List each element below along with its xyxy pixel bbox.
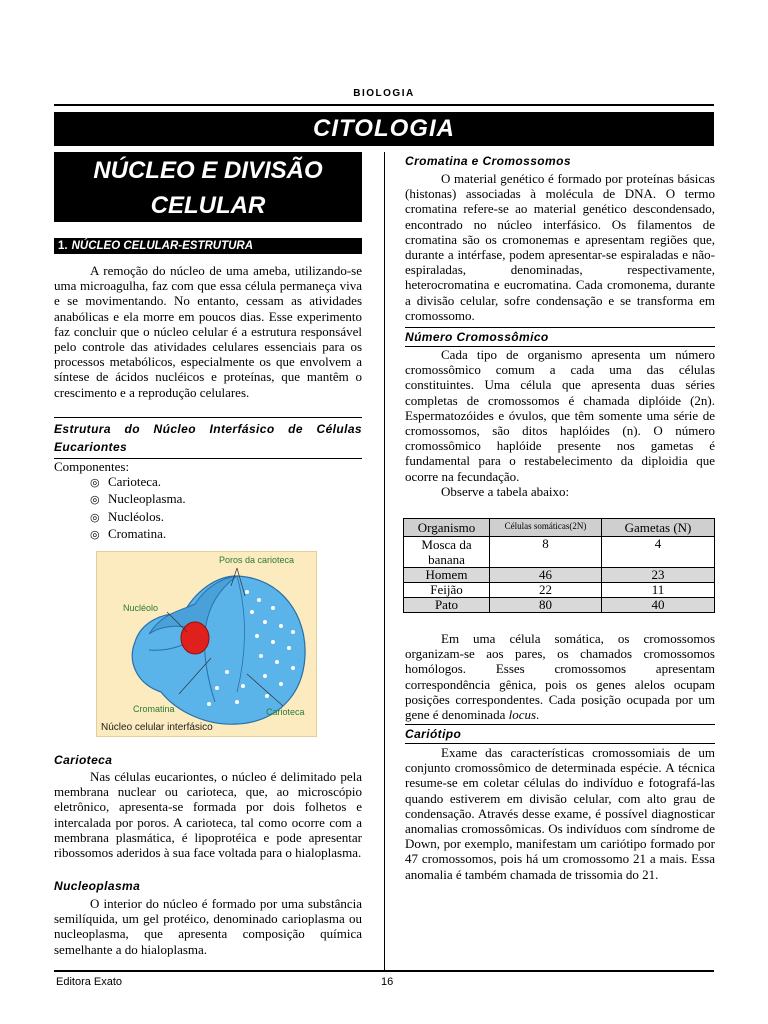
- nucleus-figure: [96, 551, 317, 737]
- chapter-banner: CITOLOGIA: [54, 112, 714, 146]
- cariotipo-heading: Cariótipo: [405, 727, 462, 741]
- table-cell: 46: [490, 568, 602, 583]
- table-cell: 40: [602, 598, 715, 613]
- intro-text: A remoção do núcleo de uma ameba, utilizando-se uma microagulha, faz com que essa célula permaneça viva e se movimentando. No entanto, cessam as atividades anabólicas e ela morre em poucos dias. Esse experimento faz concluir que o núcleo celular é a estrutura responsável pelo controle das atividades celulares essenciais para os processos metabólicos, especialmente os que envolvem a síntese de ácidos nucléicos e proteínas, que mantêm o crescimento e a reprodução celulares.: [54, 263, 362, 400]
- list-item-text: Nucléolos.: [108, 508, 164, 524]
- title-line-2: CELULAR: [150, 192, 266, 219]
- cariotipo-text: Exame das características cromossomiais de um conjunto cromossômico de determinada espécie. A técnica resume-se em coletar células do indivíduo e fotografá-las quando estiverem em divisão celular, com alto grau de condensação. Através desse exame, é possível diagnosticar anomalias cromossômicas. Os indivíduos com síndrome de Down, por exemplo, manifestam um cariótipo formado por 47 cromossomos, pois há um cromossomo 21 a mais. Essa anomalia é também chamada de trissomia do 21.: [405, 745, 715, 882]
- page-title: [54, 152, 362, 222]
- table-cell: 22: [490, 583, 602, 598]
- somatica-text-main: Em uma célula somática, os cromossomos organizam-se aos pares, os chamados cromossomos homólogos. Esses cromossomos apresentam correspondência gênica, pois os genes alelos ocupam posições correspondentes. Cada posição ocupada por um gene é denominada: [405, 631, 715, 723]
- nucleoplasma-heading: Nucleoplasma: [54, 879, 141, 893]
- components-list: [54, 459, 362, 543]
- table-cell: 80: [490, 598, 602, 613]
- rule: [405, 327, 715, 328]
- numero-paragraph: [405, 347, 715, 499]
- table-row: [404, 583, 715, 598]
- cromatina-heading: Cromatina e Cromossomos: [405, 154, 571, 168]
- table-cell: Homem: [404, 568, 490, 583]
- numero-heading: Número Cromossômico: [405, 330, 549, 344]
- carioteca-text: Nas células eucariontes, o núcleo é delimitado pela membrana nuclear ou carioteca, que, ao microscópio eletrônico, apresenta-se formada por dois folhetos e intercalada por poros. A carioteca, tal como ocorre com a membrana plasmática, é lipoprotéica e pode apresentar ribossomos aderidos à sua face voltada para o hialoplasma.: [54, 769, 362, 861]
- section-title: NÚCLEO CELULAR-ESTRUTURA: [71, 240, 254, 252]
- table-cell: 4: [602, 537, 715, 568]
- list-item: [90, 491, 362, 508]
- header-rule: [54, 104, 714, 106]
- table-row: [404, 537, 715, 568]
- footer-rule: [54, 970, 714, 972]
- list-item-text: Cromatina.: [108, 525, 167, 541]
- section-number: 1.: [58, 240, 68, 252]
- carioteca-paragraph: [54, 769, 362, 860]
- carioteca-heading: Carioteca: [54, 753, 113, 767]
- column-divider: [384, 152, 385, 970]
- intro-paragraph: [54, 263, 362, 400]
- table-row: [404, 568, 715, 583]
- label-carioteca: Carioteca: [266, 707, 305, 717]
- rule: [405, 743, 715, 744]
- chromosome-table: [403, 518, 715, 613]
- table-cell: Feijão: [404, 583, 490, 598]
- components-label: Componentes:: [54, 459, 130, 474]
- locus-term: locus: [508, 707, 537, 723]
- cromatina-paragraph: [405, 171, 715, 323]
- nucleoplasma-paragraph: [54, 896, 362, 957]
- table-header: Gametas (N): [602, 519, 715, 537]
- bullet-icon: ◎: [90, 477, 100, 490]
- label-nucleolo: Nucléolo: [123, 603, 159, 613]
- list-item: [90, 509, 362, 526]
- table-cell: 23: [602, 568, 715, 583]
- table-cell: Mosca da banana: [404, 537, 490, 568]
- table-cell: Pato: [404, 598, 490, 613]
- somatica-text-end: .: [536, 707, 540, 723]
- somatica-text: [405, 631, 715, 722]
- nucleoplasma-text: O interior do núcleo é formado por uma substância semilíquida, um gel protéico, denominado carioplasma ou nucleoplasma, que apresenta composição química semelhante a do hialoplasma.: [54, 896, 362, 957]
- list-item: [90, 526, 362, 543]
- figure-caption: Núcleo celular interfásico: [101, 722, 213, 733]
- bullet-icon: ◎: [90, 528, 100, 541]
- rule: [405, 724, 715, 725]
- somatica-paragraph: [405, 631, 715, 722]
- rule: [54, 417, 362, 418]
- label-poros: Poros da carioteca: [219, 555, 295, 565]
- page-number: 16: [381, 976, 394, 988]
- table-header: Organismo: [404, 519, 490, 537]
- estrutura-heading: Estrutura do Núcleo Interfásico de Células Eucariontes: [54, 422, 362, 454]
- list-item-text: Carioteca.: [108, 474, 162, 490]
- table-cell: 8: [490, 537, 602, 568]
- list-item-text: Nucleoplasma.: [108, 491, 186, 507]
- publisher: Editora Exato: [56, 976, 123, 988]
- subject-label: BIOLOGIA: [353, 88, 415, 99]
- cromatina-text: O material genético é formado por proteínas básicas (histonas) associadas à molécula de DNA. O termo cromatina refere-se ao material genético descondensado, encontrado no núcleo interfásico. Os filamentos de cromatina são os cromonemas e apresentam regiões que, durante a intérfase, podem apresentar-se espiraladas e não-espiraladas, denominadas, respectivamente, heterocromatina e eucromatina. Cada cromonema, durante a divisão celular, sofre condensação e se transforma em cromossomo.: [405, 171, 715, 323]
- table-header-row: [404, 519, 715, 537]
- nucleolus-shape: [181, 622, 209, 654]
- observe-text: Observe a tabela abaixo:: [441, 483, 570, 499]
- cariotipo-paragraph: [405, 745, 715, 882]
- title-line-1: NÚCLEO E DIVISÃO: [93, 157, 323, 184]
- table-row: [404, 598, 715, 613]
- numero-text: Cada tipo de organismo apresenta um número cromossômico comum a cada uma das células constituintes. Uma célula que apresenta duas séries completas de cromossomos é chamada diplóide (2n). Espermatozóides e óvulos, que têm somente uma série de cromossomos, são ditos haplóides (n). O número cromossômico haplóide presente nos gametas é fundamental para o restabelecimento da diploidia que ocorre na fecundação.: [405, 347, 715, 484]
- bullet-icon: ◎: [90, 494, 100, 507]
- list-item: [90, 474, 362, 491]
- table-cell: 11: [602, 583, 715, 598]
- table-header: Células somáticas(2N): [490, 519, 602, 537]
- label-cromatina: Cromatina: [133, 704, 175, 714]
- section-heading: [54, 238, 362, 254]
- bullet-icon: ◎: [90, 511, 100, 524]
